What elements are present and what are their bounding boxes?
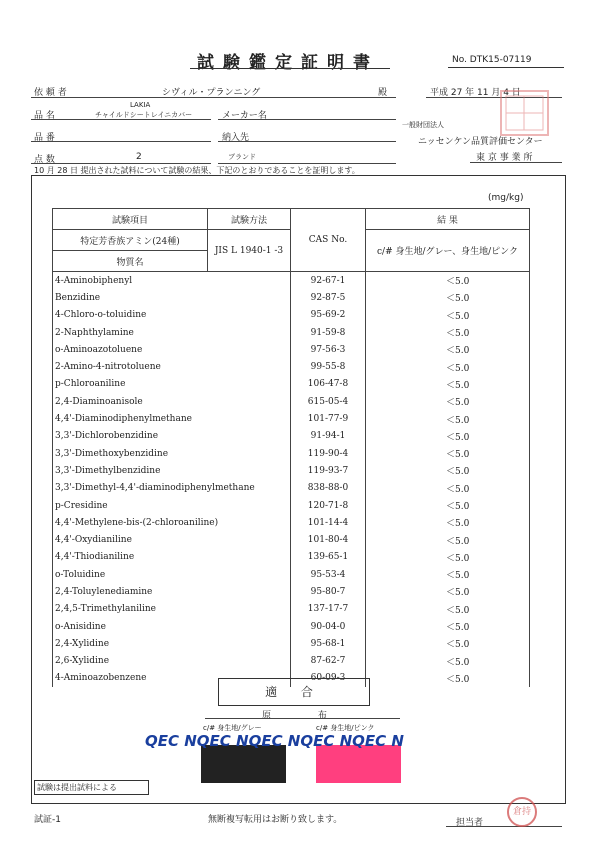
table-row [53, 393, 530, 410]
document-title: 試験鑑定証明書 [197, 53, 379, 73]
substance-name: 3,3'-Dimethylbenzidine [53, 462, 291, 479]
result-value: ＜5.0 [366, 289, 530, 306]
cas-number: 90-04-0 [291, 618, 366, 635]
substance-name: 4-Chloro-o-toluidine [53, 307, 291, 324]
table-row [53, 376, 530, 393]
issuer-line1: 一般財団法人 [402, 121, 444, 129]
cas-number: 139-65-1 [291, 549, 366, 566]
cas-number: 615-05-4 [291, 393, 366, 410]
sample-heading-line [205, 718, 400, 719]
table-row [53, 514, 530, 531]
substance-name: 2,4-Toluylenediamine [53, 583, 291, 600]
copyright-text: 無断複写転用はお断り致します。 [208, 815, 343, 825]
result-value: ＜5.0 [366, 653, 530, 670]
table-row [53, 480, 530, 497]
count-label: 点 数 [34, 155, 55, 165]
result-value: ＜5.0 [366, 635, 530, 652]
result-value: ＜5.0 [366, 462, 530, 479]
substance-name: o-Anisidine [53, 618, 291, 635]
sample-label-pink: c/# 身生地/ピンク [316, 724, 375, 732]
result-value: ＜5.0 [366, 428, 530, 445]
issue-date: 平成 27 年 11 月 4 日 [430, 88, 521, 98]
table-row [53, 618, 530, 635]
result-value: ＜5.0 [366, 393, 530, 410]
cas-number: 91-94-1 [291, 428, 366, 445]
cas-number: 119-93-7 [291, 462, 366, 479]
sample-label-gray: c/# 身生地/グレー [203, 724, 262, 732]
fabric-swatch-gray [201, 745, 286, 783]
delivery-line [218, 141, 396, 142]
results-table [52, 208, 530, 687]
table-row [53, 428, 530, 445]
substance-name: o-Aminoazotoluene [53, 341, 291, 358]
header-substance: 物質名 [53, 251, 208, 272]
cas-number: 99-55-8 [291, 358, 366, 375]
result-value: ＜5.0 [366, 618, 530, 635]
client-suffix: 殿 [378, 88, 388, 98]
delivery-label: 納入先 [222, 133, 250, 143]
result-value: ＜5.0 [366, 514, 530, 531]
result-value: ＜5.0 [366, 601, 530, 618]
result-value: ＜5.0 [366, 341, 530, 358]
substance-name: 4,4'-Methylene-bis-(2-chloroaniline) [53, 514, 291, 531]
product-label: 品 名 [34, 111, 55, 121]
title-underline [190, 68, 390, 69]
table-row [53, 341, 530, 358]
product-value-1: LAKIA [130, 101, 151, 109]
note-box: 試験は提出試料による [34, 780, 149, 795]
cas-number: 95-69-2 [291, 307, 366, 324]
product-line [31, 119, 211, 120]
seal-icon [502, 92, 547, 134]
table-row [53, 583, 530, 600]
table-row [53, 272, 530, 290]
substance-name: 2,4-Xylidine [53, 635, 291, 652]
product-value-2: チャイルドシートレイニカバー [95, 111, 193, 119]
substance-name: o-Toluidine [53, 566, 291, 583]
person-line [446, 826, 562, 827]
client-label: 依 頼 者 [34, 88, 67, 98]
cas-number: 60-09-3 [291, 670, 366, 687]
cas-number: 95-80-7 [291, 583, 366, 600]
brand-line [218, 163, 396, 164]
substance-name: 3,3'-Dimethoxybenzidine [53, 445, 291, 462]
number-label: 品 番 [34, 133, 55, 143]
result-value: ＜5.0 [366, 583, 530, 600]
table-row [53, 635, 530, 652]
cas-number: 137-17-7 [291, 601, 366, 618]
substance-name: 4,4'-Thiodianiline [53, 549, 291, 566]
table-row [53, 289, 530, 306]
cas-number: 97-56-3 [291, 341, 366, 358]
document-number: No. DTK15-07119 [452, 55, 532, 65]
table-row [53, 653, 530, 670]
substance-name: p-Cresidine [53, 497, 291, 514]
result-value: ＜5.0 [366, 272, 530, 290]
substance-name: 3,3'-Dichlorobenzidine [53, 428, 291, 445]
person-seal: 倉持 [507, 797, 537, 827]
intro-text: 10 月 28 日 提出された試料について試験の結果、下記のとおりであることを証明します。 [34, 166, 360, 175]
count-line [31, 163, 211, 164]
table-row [53, 497, 530, 514]
cas-number: 101-14-4 [291, 514, 366, 531]
header-test-method: 試験方法 [208, 209, 291, 230]
unit-label: (mg/kg) [488, 193, 524, 203]
substance-name: 2-Naphthylamine [53, 324, 291, 341]
client-line [31, 97, 396, 98]
cas-number: 92-87-5 [291, 289, 366, 306]
issuer-underline [470, 162, 562, 163]
table-row [53, 307, 530, 324]
result-value: ＜5.0 [366, 307, 530, 324]
header-cas-no: CAS No. [291, 209, 366, 272]
result-value: ＜5.0 [366, 445, 530, 462]
substance-name: 2,6-Xylidine [53, 653, 291, 670]
substance-name: 4-Aminobiphenyl [53, 272, 291, 290]
substance-name: Benzidine [53, 289, 291, 306]
result-value: ＜5.0 [366, 376, 530, 393]
substance-name: 4-Aminoazobenzene [53, 670, 291, 687]
result-sample-label: c/# 身生地/グレー、身生地/ピンク [366, 230, 530, 272]
substance-name: 2,4-Diaminoanisole [53, 393, 291, 410]
brand-label: ブランド [228, 153, 256, 161]
result-value: ＜5.0 [366, 566, 530, 583]
result-value: ＜5.0 [366, 410, 530, 427]
cas-number: 101-77-9 [291, 410, 366, 427]
table-row [53, 324, 530, 341]
substance-name: 3,3'-Dimethyl-4,4'-diaminodiphenylmethane [53, 480, 291, 497]
sample-heading: 原 布 [262, 711, 349, 721]
substance-name: 2,4,5-Trimethylaniline [53, 601, 291, 618]
number-line [31, 141, 211, 142]
count-value: 2 [136, 152, 142, 162]
issuer-line2: ニッセンケン品質評価センター [418, 137, 543, 147]
cas-number: 838-88-0 [291, 480, 366, 497]
substance-name: 4,4'-Diaminodiphenylmethane [53, 410, 291, 427]
company-seal [500, 90, 549, 136]
maker-label: メーカー名 [222, 111, 267, 121]
table-row [53, 566, 530, 583]
result-value: ＜5.0 [366, 670, 530, 687]
table-row [53, 462, 530, 479]
cas-number: 95-53-4 [291, 566, 366, 583]
maker-line [218, 119, 396, 120]
qec-mark: QEC NQEC NQEC NQEC NQEC N [145, 732, 404, 750]
table-row [53, 410, 530, 427]
table-row [53, 549, 530, 566]
result-value: ＜5.0 [366, 324, 530, 341]
table-row [53, 358, 530, 375]
cas-number: 101-80-4 [291, 531, 366, 548]
test-item-value: 特定芳香族アミン(24種) [53, 230, 208, 251]
header-test-item: 試験項目 [53, 209, 208, 230]
cas-number: 92-67-1 [291, 272, 366, 290]
cas-number: 87-62-7 [291, 653, 366, 670]
substance-name: 4,4'-Oxydianiline [53, 531, 291, 548]
cas-number: 91-59-8 [291, 324, 366, 341]
table-row [53, 601, 530, 618]
test-method-value: JIS L 1940-1 -3 [208, 230, 291, 272]
issuer-line3: 東 京 事 業 所 [476, 153, 533, 163]
result-value: ＜5.0 [366, 531, 530, 548]
client-value: シヴィル・プランニング [162, 88, 261, 98]
result-value: ＜5.0 [366, 549, 530, 566]
header-result: 結 果 [366, 209, 530, 230]
cas-number: 106-47-8 [291, 376, 366, 393]
page-label: 試証-1 [34, 815, 61, 825]
table-row [53, 445, 530, 462]
substance-name: p-Chloroaniline [53, 376, 291, 393]
cas-number: 95-68-1 [291, 635, 366, 652]
conclusion-box: 適 合 [218, 678, 370, 706]
person-label: 担当者 [456, 818, 484, 828]
table-row [53, 531, 530, 548]
result-value: ＜5.0 [366, 480, 530, 497]
cas-number: 119-90-4 [291, 445, 366, 462]
substance-name: 2-Amino-4-nitrotoluene [53, 358, 291, 375]
doc-number-underline [448, 67, 564, 68]
cas-number: 120-71-8 [291, 497, 366, 514]
fabric-swatch-pink [316, 745, 401, 783]
result-value: ＜5.0 [366, 497, 530, 514]
result-value: ＜5.0 [366, 358, 530, 375]
